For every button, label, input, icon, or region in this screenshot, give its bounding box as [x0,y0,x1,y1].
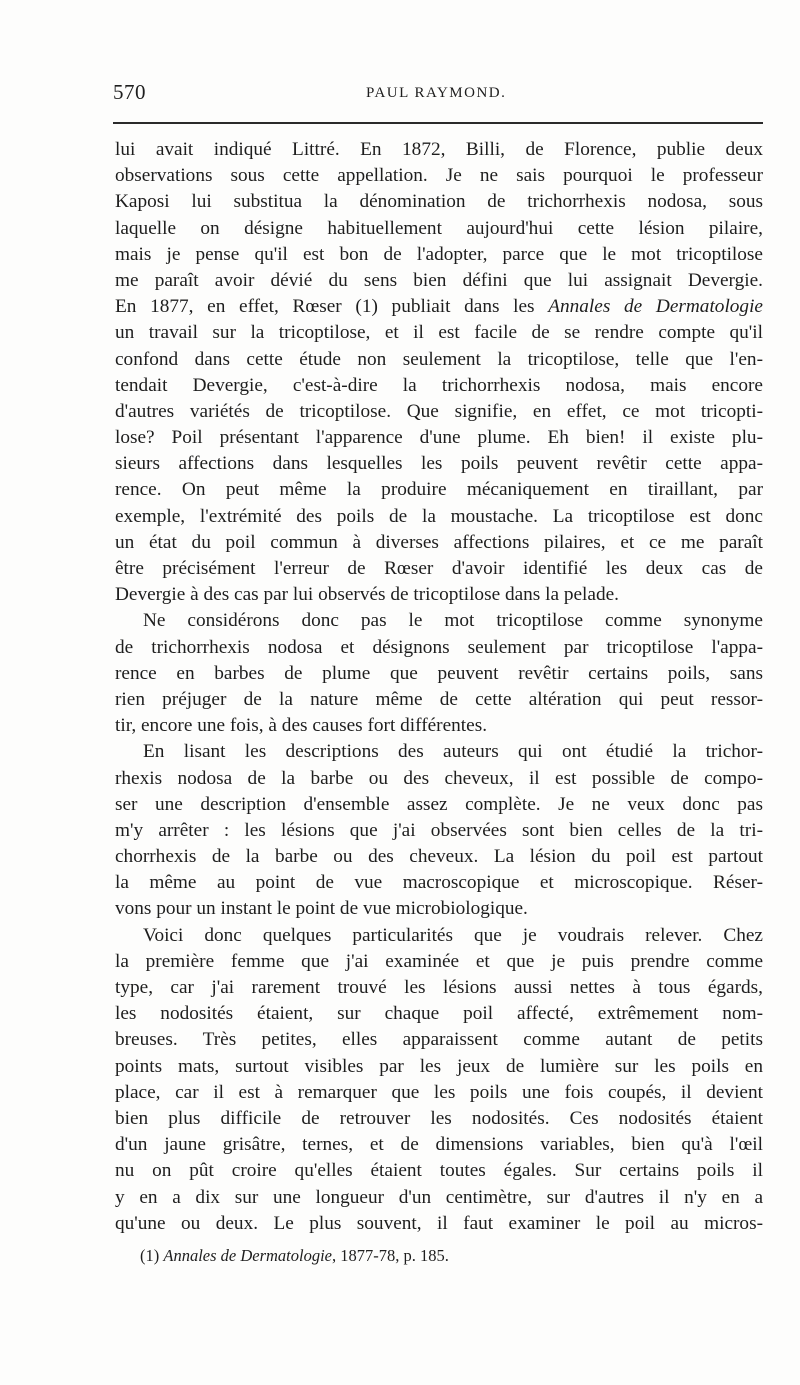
text-line: bien plus difficile de retrouver les nodosités. Ces nodosités étaient [115,1107,763,1129]
text-line: Kaposi lui substitua la dénomination de trichorrhexis nodosa, sous [115,191,763,213]
text-line: En 1877, en effet, Rœser (1) publiait dans les Annales de Dermatologie [115,296,763,318]
text-line: m'y arrêter : les lésions que j'ai observées sont bien celles de la tri- [115,819,763,841]
text-line: d'autres variétés de tricoptilose. Que signifie, en effet, ce mot tricopti- [115,400,763,422]
header-rule [113,122,763,124]
text-line: points mats, surtout visibles par les jeux de lumière sur les poils en [115,1055,763,1077]
text-line: être précisément l'erreur de Rœser d'avoir identifié les deux cas de [115,558,763,579]
text-line: laquelle on désigne habituellement aujourd'hui cette lésion pilaire, [115,217,763,239]
text-line: lose? Poil présentant l'apparence d'une plume. Eh bien! il existe plu- [115,427,763,449]
text-line: nu on pût croire qu'elles étaient toutes égales. Sur certains poils il [115,1160,763,1182]
text-line: rence en barbes de plume que peuvent revêtir certains poils, sans [115,662,763,684]
body-text [115,137,763,1237]
text-line: type, car j'ai rarement trouvé les lésions aussi nettes à tous égards, [115,977,763,998]
text-line: y en a dix sur une longueur d'un centimètre, sur d'autres il n'y en a [115,1186,763,1208]
text-line: vons pour un instant le point de vue microbiologique. [115,898,528,920]
text-line: d'un jaune grisâtre, ternes, et de dimensions variables, bien qu'à l'œil [115,1134,763,1156]
footnote-reference: , 1877-78, p. 185. [332,1246,449,1265]
text-line: tendait Devergie, c'est-à-dire la trichorrhexis nodosa, mais encore [115,374,763,396]
text-line: me paraît avoir dévié du sens bien défini que lui assignait Devergie. [115,269,763,291]
page-header [113,80,763,110]
text-line: rhexis nodosa de la barbe ou des cheveux, il est possible de compo- [115,767,763,789]
text-line: un état du poil commun à diverses affections pilaires, et ce me paraît [115,531,763,553]
text-line: mais je pense qu'il est bon de l'adopter, parce que le mot tricoptilose [115,243,763,265]
text-line: exemple, l'extrémité des poils de la moustache. La tricoptilose est donc [115,505,763,527]
text-line: rien préjuger de la nature même de cette altération qui peut ressor- [115,688,763,710]
footnote-marker: (1) [140,1246,160,1265]
text-line: tir, encore une fois, à des causes fort différentes. [115,715,488,737]
text-line: qu'une ou deux. Le plus souvent, il faut examiner le poil au micros- [115,1212,763,1234]
text-line: lui avait indiqué Littré. En 1872, Billi, de Florence, publie deux [115,139,763,160]
text-line: observations sous cette appellation. Je ne sais pourquoi le professeur [115,165,763,187]
footnote-journal: Annales de Dermatologie [163,1246,333,1265]
text-line: En lisant les descriptions des auteurs qui ont étudié la trichor- [143,741,763,763]
text-line: chorrhexis de la barbe ou des cheveux. La lésion du poil est partout [115,846,763,868]
text-line: rence. On peut même la produire mécaniquement en tiraillant, par [115,479,763,501]
footnote [140,1246,760,1266]
text-line: Ne considérons donc pas le mot tricoptilose comme synonyme [143,610,763,632]
text-line: place, car il est à remarquer que les poils une fois coupés, il devient [115,1081,763,1103]
text-line: sieurs affections dans lesquelles les poils peuvent revêtir cette appa- [115,453,763,475]
text-line: breuses. Très petites, elles apparaissent comme autant de petits [115,1029,763,1051]
text-line: les nodosités étaient, sur chaque poil affecté, extrêmement nom- [115,1003,763,1025]
text-line: ser une description d'ensemble assez complète. Je ne veux donc pas [115,793,763,815]
text-line: la même au point de vue macroscopique et microscopique. Réser- [115,872,763,894]
text-line: Devergie à des cas par lui observés de tricoptilose dans la pelade. [115,584,619,606]
running-head: PAUL RAYMOND. [366,85,507,101]
text-line: Voici donc quelques particularités que je voudrais relever. Chez [143,924,763,946]
text-line: confond dans cette étude non seulement la tricoptilose, telle que l'en- [115,348,763,370]
text-line: un travail sur la tricoptilose, et il est facile de se rendre compte qu'il [115,322,763,344]
text-line: de trichorrhexis nodosa et désignons seulement par tricoptilose l'appa- [115,636,763,658]
text-line: la première femme que j'ai examinée et que je puis prendre comme [115,950,763,972]
page-number: 570 [113,80,146,104]
